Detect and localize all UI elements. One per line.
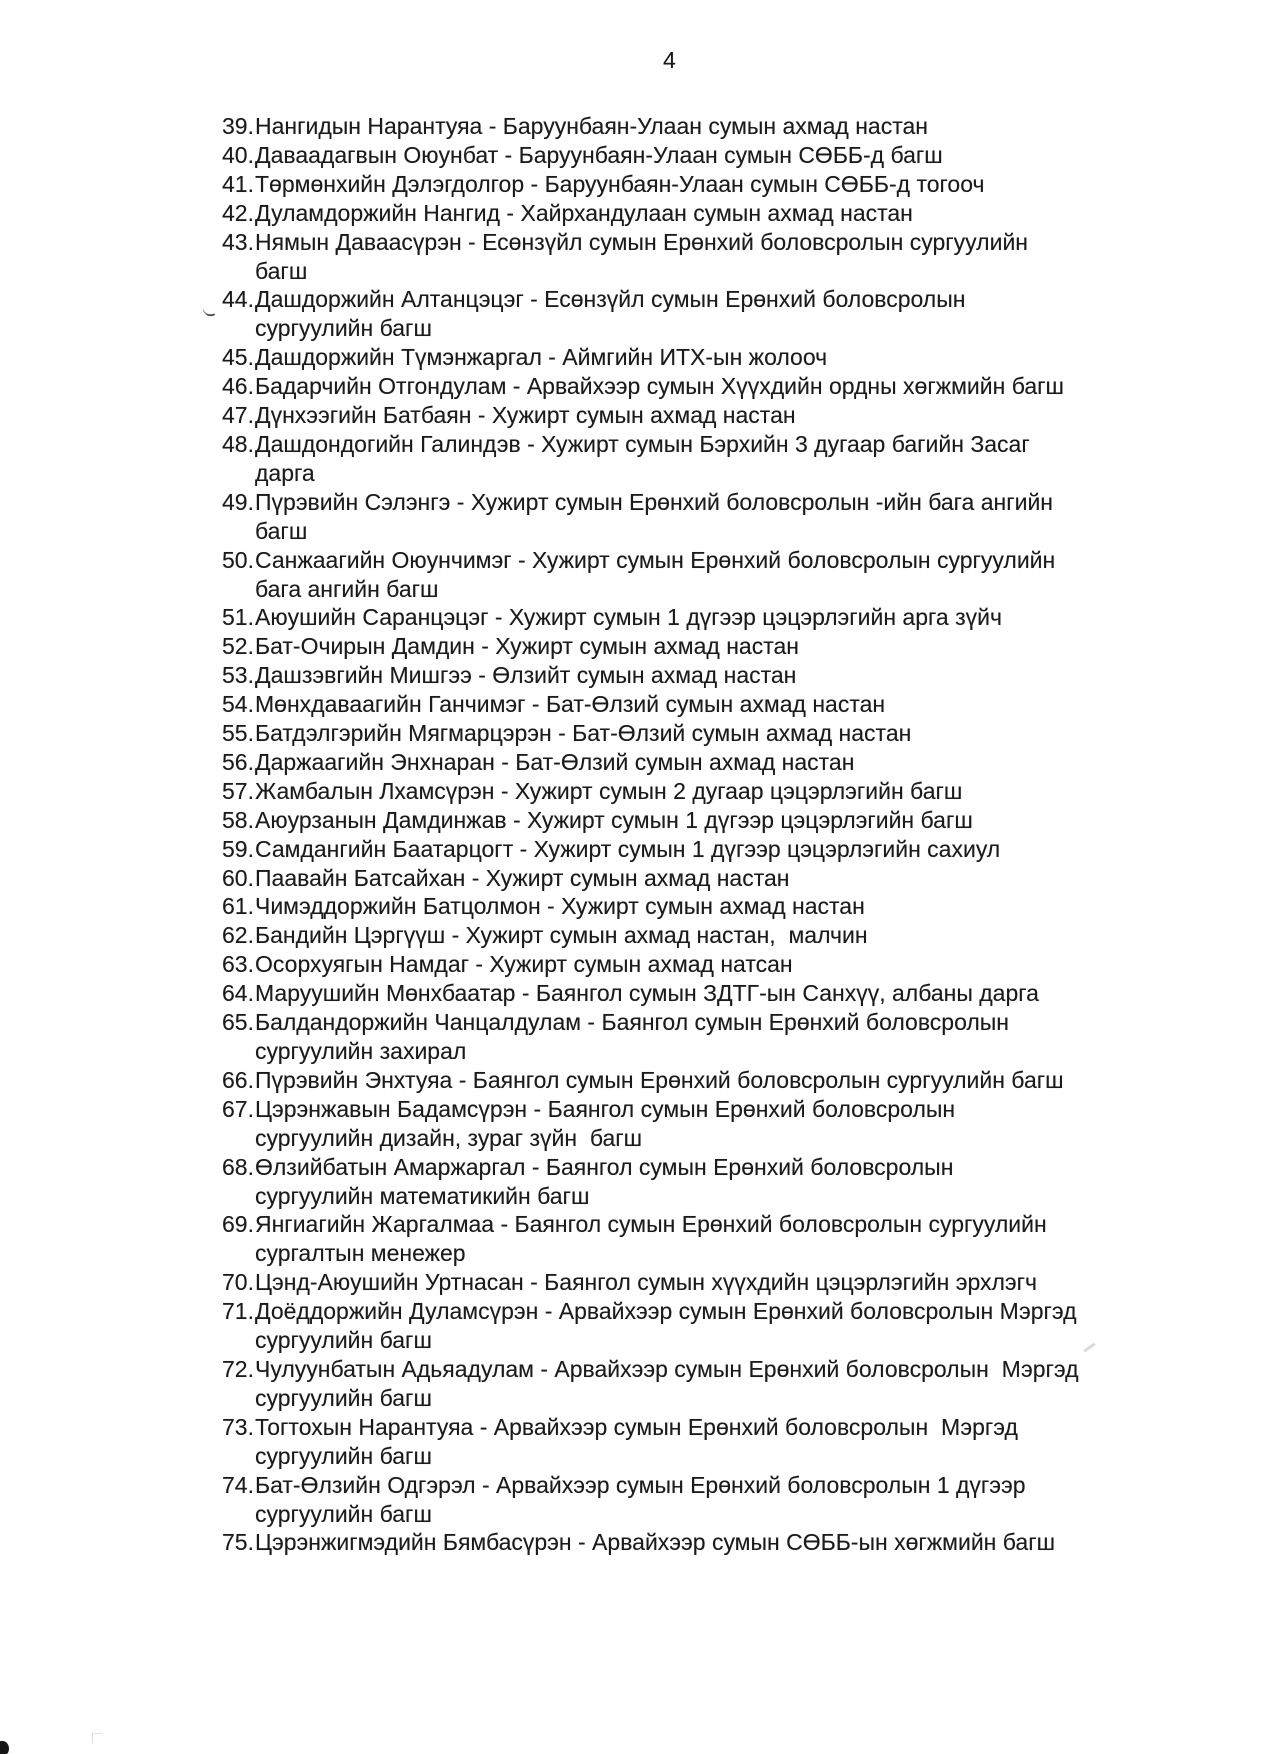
list-item bbox=[222, 112, 1079, 141]
item-number: 60. bbox=[222, 864, 254, 891]
list-item bbox=[222, 401, 1079, 430]
list-item bbox=[222, 921, 1079, 950]
item-number: 46. bbox=[222, 373, 254, 400]
item-text: Төрмөнхийн Дэлэгдолгор - Баруунбаян-Улаан сумын СӨББ-д тогооч bbox=[255, 170, 985, 197]
item-text: Батдэлгэрийн Мягмарцэрэн - Бат-Өлзий сумын ахмад настан bbox=[255, 720, 912, 747]
list-item bbox=[222, 1268, 1079, 1297]
list-item bbox=[222, 864, 1079, 893]
item-number: 58. bbox=[222, 806, 254, 833]
item-text: Аюурзанын Дамдинжав - Хужирт сумын 1 дүгээр цэцэрлэгийн багш bbox=[255, 806, 973, 833]
list-item bbox=[222, 806, 1079, 835]
list-item bbox=[222, 835, 1079, 864]
item-text: Дашзэвгийн Мишгээ - Өлзийт сумын ахмад настан bbox=[255, 662, 797, 689]
item-text: Санжаагийн Оюунчимэг - Хужирт сумын Ерөнхий боловсролын сургуулийн бага ангийн багш bbox=[255, 546, 1056, 602]
list-item bbox=[222, 979, 1079, 1008]
item-text: Дашдондогийн Галиндэв - Хужирт сумын Бэрхийн 3 дугаар багийн Засаг дарга bbox=[255, 430, 1030, 486]
item-number: 45. bbox=[222, 344, 254, 371]
list-item bbox=[222, 546, 1079, 604]
item-text: Бадарчийн Отгондулам - Арвайхээр сумын Хүүхдийн ордны хөгжмийн багш bbox=[255, 373, 1064, 400]
list-item bbox=[222, 1413, 1079, 1471]
list-item bbox=[222, 1008, 1079, 1066]
item-text: Самдангийн Баатарцогт - Хужирт сумын 1 дүгээр цэцэрлэгийн сахиул bbox=[255, 835, 1001, 862]
item-number: 56. bbox=[222, 748, 254, 775]
item-text: Нангидын Нарантуяа - Баруунбаян-Улаан сумын ахмад настан bbox=[255, 113, 928, 139]
item-text: Өлзийбатын Амаржаргал - Баянгол сумын Ерөнхий боловсролын сургуулийн математикийн багш bbox=[255, 1153, 954, 1209]
item-number: 66. bbox=[222, 1066, 254, 1093]
item-number: 59. bbox=[222, 835, 254, 862]
item-number: 49. bbox=[222, 488, 254, 515]
item-text: Бат-Очирын Дамдин - Хужирт сумын ахмад настан bbox=[255, 633, 799, 660]
item-number: 39. bbox=[222, 113, 254, 139]
item-text: Доёддоржийн Дуламсүрэн - Арвайхээр сумын Ерөнхий боловсролын Мэргэд сургуулийн багш bbox=[255, 1298, 1077, 1354]
list-item bbox=[222, 199, 1079, 228]
item-number: 52. bbox=[222, 633, 254, 660]
item-text: Даваадагвын Оюунбат - Баруунбаян-Улаан сумын СӨББ-д багш bbox=[255, 141, 943, 168]
item-number: 69. bbox=[222, 1211, 254, 1238]
item-text: Балдандоржийн Чанцалдулам - Баянгол сумын Ерөнхий боловсролын сургуулийн захирал bbox=[255, 1009, 1010, 1064]
list-item bbox=[222, 1210, 1079, 1268]
honorees-list bbox=[222, 112, 1079, 1557]
item-text: Маруушийн Мөнхбаатар - Баянгол сумын ЗДТГ-ын Санхүү, албаны дарга bbox=[255, 980, 1039, 1007]
scan-artifact-faint-smudge bbox=[1083, 1343, 1095, 1353]
list-item bbox=[222, 141, 1079, 170]
item-text: Цэрэнжигмэдийн Бямбасүрэн - Арвайхээр сумын СӨББ-ын хөгжмийн багш bbox=[255, 1529, 1056, 1556]
item-text: Дүнхээгийн Батбаян - Хужирт сумын ахмад настан bbox=[255, 402, 796, 429]
item-number: 72. bbox=[222, 1355, 254, 1382]
item-number: 71. bbox=[222, 1298, 254, 1325]
list-item bbox=[222, 690, 1079, 719]
list-item bbox=[222, 661, 1079, 690]
item-text: Цэнд-Аюушийн Уртнасан - Баянгол сумын хүүхдийн цэцэрлэгийн эрхлэгч bbox=[255, 1269, 1038, 1296]
list-item bbox=[222, 372, 1079, 401]
item-text: Цэрэнжавын Бадамсүрэн - Баянгол сумын Ерөнхий боловсролын сургуулийн дизайн, зураг зүйн багш bbox=[255, 1095, 956, 1151]
list-item bbox=[222, 1153, 1079, 1211]
list-item bbox=[222, 228, 1079, 286]
item-text: Жамбалын Лхамсүрэн - Хужирт сумын 2 дугаар цэцэрлэгийн багш bbox=[255, 777, 963, 804]
item-number: 43. bbox=[222, 228, 254, 255]
item-text: Паавайн Батсайхан - Хужирт сумын ахмад настан bbox=[255, 864, 790, 891]
list-item bbox=[222, 719, 1079, 748]
item-number: 50. bbox=[222, 546, 254, 573]
list-item bbox=[222, 748, 1079, 777]
item-number: 70. bbox=[222, 1269, 254, 1296]
list-item bbox=[222, 950, 1079, 979]
item-number: 42. bbox=[222, 199, 254, 226]
item-number: 47. bbox=[222, 402, 254, 429]
item-text: Даржаагийн Энхнаран - Бат-Өлзий сумын ахмад настан bbox=[255, 748, 855, 775]
list-item bbox=[222, 892, 1079, 921]
item-text: Аюушийн Саранцэцэг - Хужирт сумын 1 дүгээр цэцэрлэгийн арга зүйч bbox=[255, 604, 1002, 631]
item-text: Бат-Өлзийн Одгэрэл - Арвайхээр сумын Ерөнхий боловсролын 1 дүгээр сургуулийн багш bbox=[255, 1471, 1026, 1527]
item-number: 62. bbox=[222, 922, 254, 949]
item-number: 44. bbox=[222, 286, 254, 313]
list-item bbox=[222, 603, 1079, 632]
item-text: Дашдоржийн Түмэнжаргал - Аймгийн ИТХ-ын жолооч bbox=[255, 344, 828, 371]
item-number: 57. bbox=[222, 777, 254, 804]
item-text: Дуламдоржийн Нангид - Хайрхандулаан сумын ахмад настан bbox=[255, 199, 913, 226]
item-text: Пүрэвийн Сэлэнгэ - Хужирт сумын Ерөнхий боловсролын -ийн бага ангийн багш bbox=[255, 488, 1053, 544]
list-item bbox=[222, 343, 1079, 372]
list-item bbox=[222, 1297, 1079, 1355]
scan-artifact-corner-speck bbox=[0, 1741, 9, 1754]
scan-artifact-tick bbox=[203, 307, 215, 319]
item-text: Бандийн Цэргүүш - Хужирт сумын ахмад настан, малчин bbox=[255, 922, 868, 949]
item-number: 40. bbox=[222, 141, 254, 168]
item-text: Дашдоржийн Алтанцэцэг - Есөнзүйл сумын Ерөнхий боловсролын сургуулийн багш bbox=[255, 286, 966, 342]
list-item bbox=[222, 632, 1079, 661]
item-number: 51. bbox=[222, 604, 254, 631]
item-number: 68. bbox=[222, 1153, 254, 1180]
list-item bbox=[222, 1066, 1079, 1095]
list-item bbox=[222, 285, 1079, 343]
item-text: Мөнхдаваагийн Ганчимэг - Бат-Өлзий сумын ахмад настан bbox=[255, 691, 886, 718]
list-item bbox=[222, 1528, 1079, 1557]
item-text: Пүрэвийн Энхтуяа - Баянгол сумын Ерөнхий боловсролын сургуулийн багш bbox=[255, 1066, 1064, 1093]
item-number: 61. bbox=[222, 893, 254, 920]
item-number: 48. bbox=[222, 430, 254, 457]
item-number: 63. bbox=[222, 951, 254, 978]
item-number: 64. bbox=[222, 980, 254, 1007]
item-text: Чулуунбатын Адьяадулам - Арвайхээр сумын Ерөнхий боловсролын Мэргэд сургуулийн багш bbox=[255, 1355, 1079, 1411]
item-number: 73. bbox=[222, 1413, 254, 1440]
list-item bbox=[222, 430, 1079, 488]
item-text: Тогтохын Нарантуяа - Арвайхээр сумын Ерөнхий боловсролын Мэргэд сургуулийн багш bbox=[255, 1413, 1018, 1469]
item-text: Осорхуягын Намдаг - Хужирт сумын ахмад натсан bbox=[255, 951, 793, 978]
item-number: 65. bbox=[222, 1009, 254, 1036]
item-number: 54. bbox=[222, 691, 254, 718]
item-number: 67. bbox=[222, 1095, 254, 1122]
scan-artifact-faint-mark bbox=[92, 1733, 102, 1743]
item-number: 55. bbox=[222, 720, 254, 747]
item-number: 74. bbox=[222, 1471, 254, 1498]
list-item bbox=[222, 1355, 1079, 1413]
item-number: 75. bbox=[222, 1529, 254, 1556]
item-number: 41. bbox=[222, 170, 254, 197]
page-number: 4 bbox=[663, 47, 676, 73]
list-item bbox=[222, 488, 1079, 546]
list-item bbox=[222, 1471, 1079, 1529]
list-item bbox=[222, 777, 1079, 806]
item-number: 53. bbox=[222, 662, 254, 689]
list-item bbox=[222, 1095, 1079, 1153]
list-item bbox=[222, 170, 1079, 199]
item-text: Янгиагийн Жаргалмаа - Баянгол сумын Ерөнхий боловсролын сургуулийн сургалтын менежер bbox=[255, 1211, 1047, 1267]
item-text: Чимэддоржийн Батцолмон - Хужирт сумын ахмад настан bbox=[255, 893, 865, 920]
item-text: Нямын Даваасүрэн - Есөнзүйл сумын Ерөнхий боловсролын сургуулийн багш bbox=[255, 228, 1028, 284]
